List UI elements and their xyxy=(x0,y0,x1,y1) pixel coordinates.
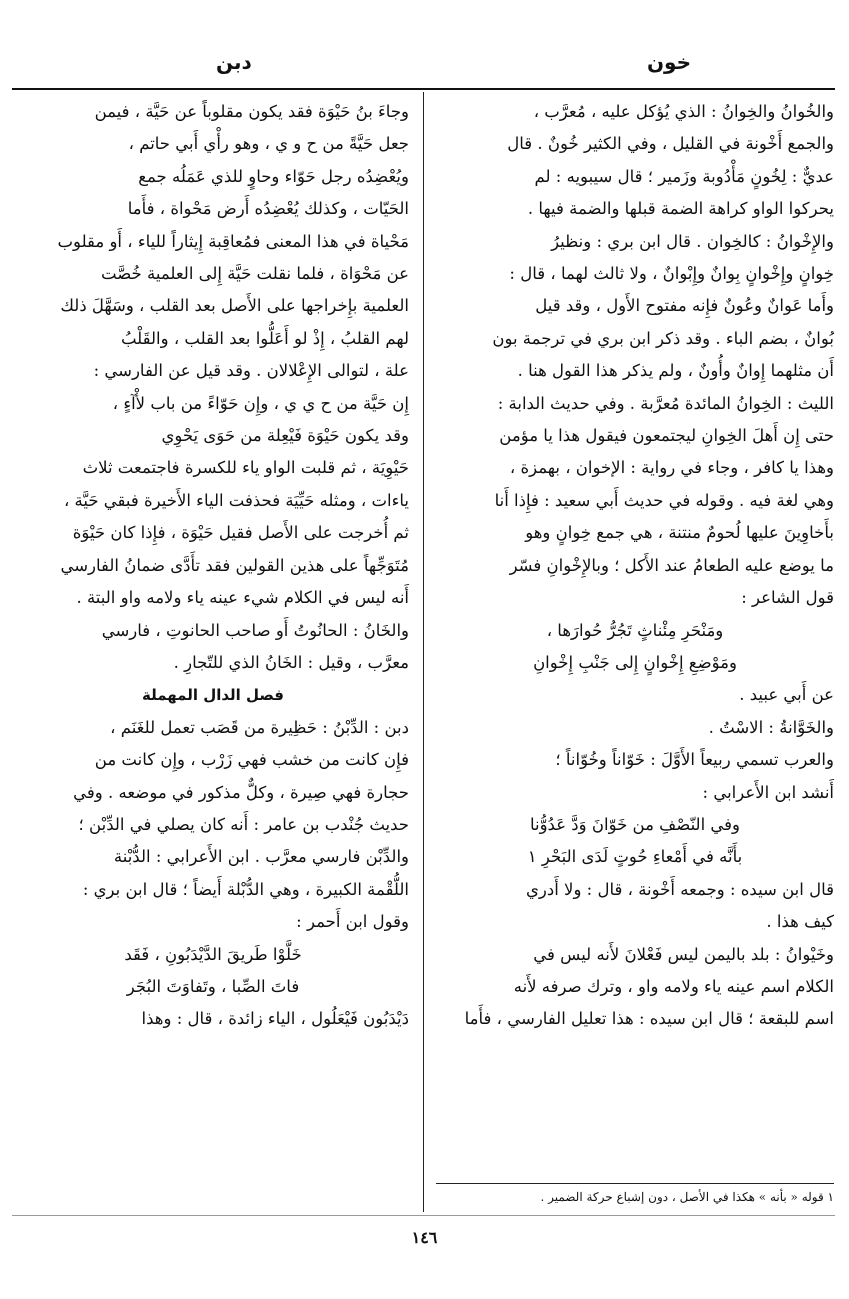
text-line: وهي لغة فيه . وقوله في حديث أَبي سعيد : فإِذا أَنا xyxy=(494,490,834,510)
text-line: علة ، لتوالى الإِعْلالان . وقد قيل عن الفارسي : xyxy=(93,361,409,381)
text-line: جعل حَيَّةً من ح و ي ، وهو رأْي أَبي حاتم ، xyxy=(128,134,409,154)
text-line: عن أَبي عبيد . xyxy=(739,685,834,705)
text-line: قول الشاعر : xyxy=(741,588,834,608)
verse-line: خَلَّوْا طَريقَ الدَّيْدَبُونِ ، فَقَد xyxy=(124,944,302,964)
text-line: اسم للبقعة ؛ قال ابن سيده : هذا تعليل الفارسي ، فأَما xyxy=(464,1009,834,1029)
text-line: وهذا يا كافر ، وجاء في رواية : الإخوان ، بهمزة ، xyxy=(509,458,834,478)
text-line: ثم أُخرجت على الأَصل فقيل حَيْوَة ، فإِذا كان حَيْوَة xyxy=(72,523,409,543)
header-root-left: دبن xyxy=(216,50,252,74)
text-line: والخَانُ : الحانُوتُ أَو صاحب الحانوتِ ، فارسي xyxy=(101,620,409,640)
text-line: وقول ابن أَحمر : xyxy=(296,912,409,932)
page-number: ١٤٦ xyxy=(411,1228,438,1247)
text-line: أَنه ليس في الكلام شيء عينه ياء ولامه واو البتة . xyxy=(76,588,409,608)
text-line: الليث : الخِوانُ المائدة مُعرَّبة . وفي حديث الدابة : xyxy=(497,393,834,413)
footnote: ١ قوله « بأنه » هكذا في الأصل ، دون إشباع حركة الضمير . xyxy=(540,1190,834,1204)
text-line: وجاءَ بنُ حَيْوَة فقد يكون مقلوباً عن حَيَّة ، فيمن xyxy=(94,102,409,121)
text-line: الكلام اسم عينه ياء ولامه واو ، وترك صرفه لأَنه xyxy=(513,976,834,996)
text-line: ويُعْضِدُه رجل حَوّاء وحاوٍ للذي عَمَلُه جمع xyxy=(138,166,409,186)
text-line: اللُّقْمة الكبيرة ، وهي الدُّبْلة أَيضاً ؛ قال ابن بري : xyxy=(82,879,409,899)
text-line: ما يوضع عليه الطعامُ عند الأَكل ؛ وبالإِخْوانِ فسّر xyxy=(509,555,834,575)
text-line: مُتَوَجِّهاً على هذين القولين فقد تأَدَّى ضمانُ الفارسي xyxy=(60,555,409,575)
text-line: أَنشد ابن الأَعرابي : xyxy=(702,782,834,802)
text-line: حَيْوِيَة ، ثم قلبت الواو ياء للكسرة فاجتمعت ثلاث xyxy=(82,458,409,478)
text-line: والخَوَّانةُ : الاسْتُ . xyxy=(708,717,834,737)
text-line: وأَما عَوانٌ وعُونٌ فإِنه مفتوح الأَول ، وقد قيل xyxy=(535,296,834,316)
header-rule xyxy=(12,88,835,90)
text-line: يحركوا الواو كراهة الضمة قبلها والضمة فيها . xyxy=(527,199,834,219)
text-line: إِن حَيَّة من ح ي ي ، وإِن حَوّاءً من باب لأْآءٍ ، xyxy=(112,393,409,413)
text-line: دبن : الدِّبْنُ : حَظِيرة من قَصَب تعمل للغَنَم ، xyxy=(110,717,409,737)
text-line: أَن مثلهما إِوانٌ وأُونٌ ، ولم يذكر هذا القول هنا . xyxy=(517,361,834,381)
left-column xyxy=(17,96,409,1036)
text-line: حجارة فهي صِيرة ، وكلٌّ مذكور في موضعه . وفي xyxy=(73,782,409,802)
text-line: حتى إِن أَهلَ الخِوانِ ليجتمعون فيقول هذا يا مؤمن xyxy=(499,426,834,446)
text-line: قال ابن سيده : وجمعه أَخْونة ، قال : ولا أَدري xyxy=(526,879,834,899)
text-line: دَيْدَبُون فَيْعَلُول ، الياء زائدة ، قال : وهذا xyxy=(141,1009,409,1029)
text-line: خِوانٍ وإِخْوانٍ بِوانٌ وإِبْوانٌ ، ولا ثالث لهما ، قال : xyxy=(509,264,834,284)
verse-line: بأَنَّه في أَمْعاءِ حُوتٍ لَدَى البَحْرِ ١ xyxy=(527,847,743,867)
text-line: والخُوانُ والخِوانُ : الذي يُؤكل عليه ، مُعرَّب ، xyxy=(533,102,834,121)
text-line: والعرب تسمي ربيعاً الأَوَّلَ : خَوّاناً وخُوّاناً ؛ xyxy=(555,750,834,770)
footnote-rule xyxy=(436,1183,834,1184)
text-line: وقد يكون حَيْوَة فَيْعِلة من حَوَى يَحْوِي xyxy=(161,426,409,446)
text-line: وخَيْوانُ : بلد باليمن ليس فَعْلانَ لأَنه ليس في xyxy=(533,944,834,964)
section-heading: فصل الدال المهملة xyxy=(141,686,285,705)
text-line: فإِن كانت من خشب فهي زَرْب ، وإِن كانت من xyxy=(94,750,409,770)
verse-line: وفي النّصْفِ من خَوّانَ وَدَّ عَدُوُّنا xyxy=(529,814,741,834)
verse-line: فاتَ الصِّبا ، وتَفاوَتَ البُجَر xyxy=(126,976,300,996)
text-line: عديٌّ : لِخُونٍ مَأْدُوبة وزَمير ؛ قال سيبويه : لم xyxy=(534,166,834,186)
text-line: كيف هذا . xyxy=(766,912,834,932)
text-line: معرَّب ، وقيل : الخَانُ الذي للتّجارِ . xyxy=(173,652,409,672)
verse-line: ومَوْضِعِ إِخْوانٍ إِلى جَنْبِ إِخْوانِ xyxy=(533,652,737,672)
text-line: والإِخْوانُ : كالخِوان . قال ابن بري : ونظيرُ xyxy=(551,231,834,251)
text-line: حديث جُنْدب بن عامر : أَنه كان يصلي في الدِّبْن ؛ xyxy=(78,814,409,834)
text-line: عن مَحْوَاة ، فلما نقلت حَيَّة إِلى العلمية خُصَّت xyxy=(101,264,409,284)
bottom-rule xyxy=(12,1215,835,1216)
text-line: الحَيّات ، وكذلك يُعْضِدُه أَرض مَحْواة ، فأَما xyxy=(127,199,409,219)
text-line: لهم القلبُ ، إِذْ لو أَعَلُّوا بعد القلب ، والقَلْبُ xyxy=(120,328,409,348)
header-root-right: خون xyxy=(646,50,691,74)
text-line: ياءات ، ومثله حَيِّيَة فحذفت الياء الأَخيرة فبقي حَيَّة ، xyxy=(63,490,409,510)
text-line: بُوانٌ ، بضم الباء . وقد ذكر ابن بري في ترجمة بون xyxy=(492,328,834,348)
right-column xyxy=(436,96,834,1036)
text-line: بأَخاوِينَ عليها لُحومٌ منتنة ، هي جمع خِوانٍ وهو xyxy=(525,523,834,543)
verse-line: ومَنْحَرِ مِئْناثٍ تَجُرُّ حُوارَها ، xyxy=(546,620,724,640)
text-line: مَحْياة في هذا المعنى فمُعاقِبة إِيثاراً للياء ، أَو مقلوب xyxy=(57,231,409,251)
text-line: والدِّبْن فارسي معرَّب . ابن الأَعرابي : الدُّبْنة xyxy=(113,847,409,867)
column-divider xyxy=(423,92,424,1212)
text-line: والجمع أَخْونة في القليل ، وفي الكثير خُونٌ . قال xyxy=(507,134,834,154)
text-line: العلمية بإِخراجها على الأَصل بعد القلب ، وسَهَّلَ ذلك xyxy=(60,296,409,316)
